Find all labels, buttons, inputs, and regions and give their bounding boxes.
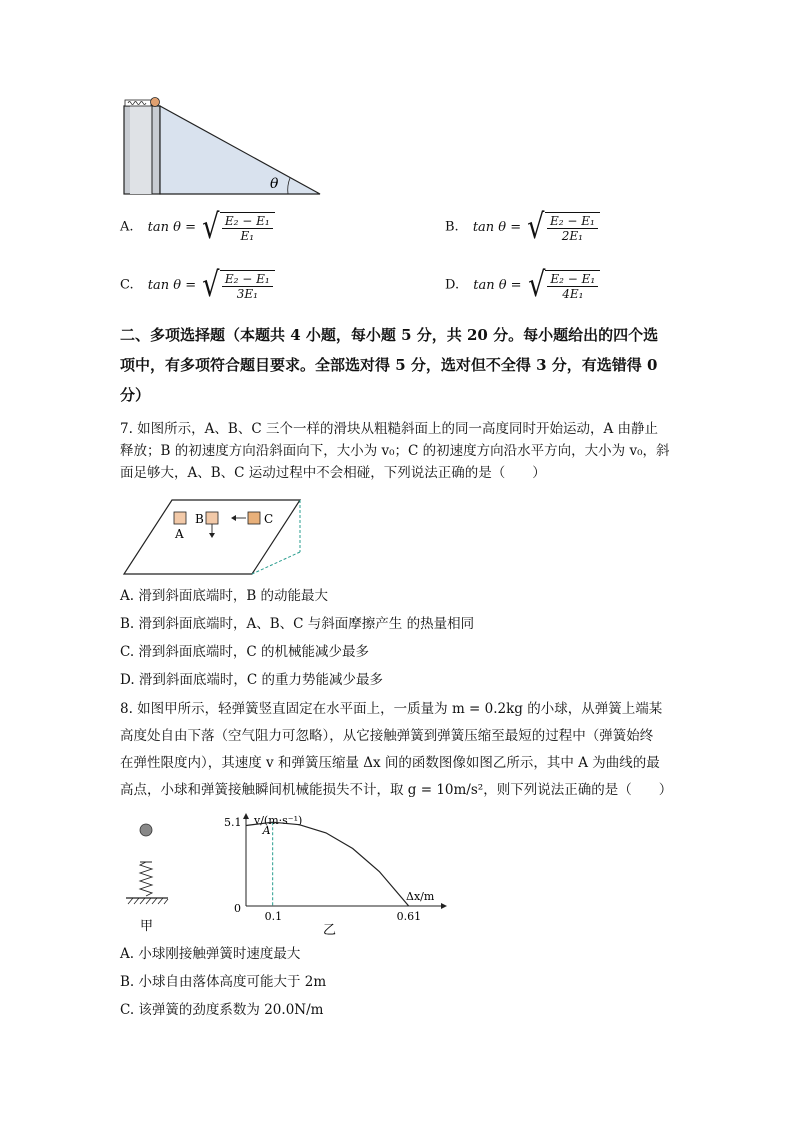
theta-label: θ — [270, 176, 279, 192]
x-tick-0-1: 0.1 — [264, 910, 283, 923]
q8-option-a[interactable]: A. 小球刚接触弹簧时速度最大 — [120, 946, 301, 962]
q7-option-d[interactable]: D. 滑到斜面底端时，C 的重力势能减少最多 — [120, 672, 384, 688]
q8-option-c[interactable]: C. 该弹簧的劲度系数为 20.0N/m — [120, 1002, 324, 1018]
q7-option-a[interactable]: A. 滑到斜面底端时，B 的动能最大 — [120, 588, 329, 604]
ball — [151, 98, 160, 107]
block-b — [206, 512, 218, 524]
y-tick-5-1: 5.1 — [224, 816, 242, 830]
q6-option-a[interactable]: A. tan θ = √ $\frac{\text{E₂ − E₁}}{\text{E₁}}$ — [120, 210, 275, 244]
x-axis-label: Δx/m — [406, 890, 435, 903]
section2-heading: 二、多项选择题（本题共 4 小题，每小题 5 分，共 20 分。每小题给出的四个选 项中，有多项符合题目要求。全部选对得 5 分，选对但不全得 3 分，有选错得 0 分） — [120, 326, 659, 404]
point-a-label: A — [262, 824, 271, 838]
origin-label: 0 — [234, 902, 241, 915]
q8-stem: 8. 如图甲所示，轻弹簧竖直固定在水平面上，一质量为 m = 0.2kg 的小球，从弹簧上端某 高度处自由下落（空气阻力可忽略），从它接触弹簧到弹簧压缩至最短的过程中（弹簧始终 在弹性限度内），其速度 v 和弹簧压缩量 Δx 间的函数图像如图乙所示，其中 A 为曲线的最 高点，小球和弹簧接触瞬间机械能损失不计，取 g = 10m/s²，则下列说法正确的是（ ） — [120, 701, 673, 798]
label-a: A — [175, 527, 184, 541]
q7-options — [120, 582, 474, 694]
q7-option-b[interactable]: B. 滑到斜面底端时，A、B、C 与斜面摩擦产生 的热量相同 — [120, 616, 475, 632]
q6-option-c[interactable]: C. tan θ = √ $\frac{\text{E₂ − E₁}}{\text{3E₁}}$ — [120, 268, 275, 302]
fig-label-jia: 甲 — [140, 919, 154, 934]
q7-option-c[interactable]: C. 滑到斜面底端时，C 的机械能减少最多 — [120, 644, 370, 660]
vertical-spring — [140, 862, 152, 896]
q7-stem: 7. 如图所示，A、B、C 三个一样的滑块从粗糙斜面上的同一高度同时开始运动，A 由静止 释放；B 的初速度方向沿斜面向下，大小为 v₀；C 的初速度方向沿水平方向，大小为 v₀，斜 面足够大，A、B、C 运动过程中不会相碰，下列说法正确的是（ ） — [120, 421, 670, 481]
incline-figure — [118, 92, 328, 198]
q6-option-d[interactable]: D. tan θ = √ $\frac{\text{E₂ − E₁}}{\text{4E₁}}$ — [445, 268, 600, 302]
label-c: C — [264, 512, 274, 526]
q8-options — [120, 940, 326, 1024]
slope-figure — [122, 496, 306, 578]
block-c — [248, 512, 260, 524]
x-tick-0-61: 0.61 — [396, 910, 422, 923]
q8-option-b[interactable]: B. 小球自由落体高度可能大于 2m — [120, 974, 327, 990]
spring — [125, 100, 151, 106]
y-axis-label: v/(m·s⁻¹) — [254, 814, 303, 827]
velocity-chart — [208, 808, 460, 938]
ball-figure — [140, 824, 152, 836]
fig-label-yi: 乙 — [323, 923, 337, 938]
incline-surface — [160, 106, 320, 194]
q6-option-b[interactable]: B. tan θ = √ $\frac{\text{E₂ − E₁}}{\text{2E₁}}$ — [445, 210, 600, 244]
block-a — [174, 512, 186, 524]
label-b: B — [195, 512, 204, 526]
spring-figure — [118, 818, 178, 936]
